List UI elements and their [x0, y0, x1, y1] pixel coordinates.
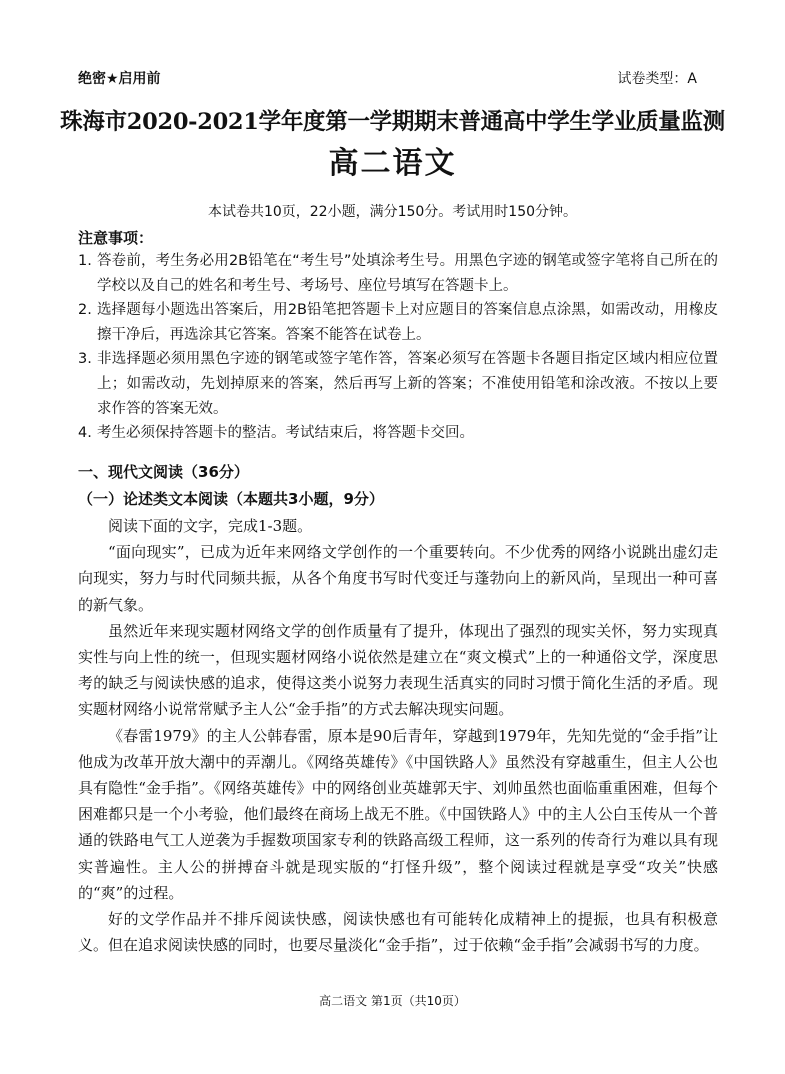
notice-title: 注意事项：: [78, 229, 154, 247]
exam-info: 本试卷共10页，22小题，满分150分。考试用时150分钟。: [207, 204, 578, 220]
notice-item-text: 非选择题必须用黑色字迹的钢笔或签字笔作答，答案必须写在答题卡各题目指定区域内相应位置上；如需改动，先划掉原来的答案，然后再写上新的答案；不准使用铅笔和涂改液。不按以上要求作答的答案无效。: [97, 351, 718, 417]
notice-item: [78, 249, 718, 298]
notice-item: [78, 421, 718, 446]
notice-item-text: 考生必须保持答题卡的整洁。考试结束后，将答题卡交回。: [97, 425, 474, 442]
subsection-heading: （一）论述类文本阅读（本题共3小题，9分）: [78, 490, 384, 508]
notice-item: [78, 347, 718, 421]
notice-item-number: 1.: [78, 253, 92, 269]
notice-item-text: 选择题每小题选出答案后，用2B铅笔把答题卡上对应题目的答案信息点涂黑，如需改动，用橡皮擦干净后，再选涂其它答案。答案不能答在试卷上。: [97, 302, 718, 343]
subject-title: 高二语文: [328, 146, 457, 181]
notice-list: [78, 249, 718, 446]
paper-type: 试卷类型：A: [617, 71, 697, 87]
reading-passage: [78, 513, 718, 958]
secret-label: 绝密★启用前: [78, 71, 161, 87]
section-heading: 一、现代文阅读（36分）: [78, 463, 249, 481]
notice-item: [78, 298, 718, 347]
passage-instruction: 阅读下面的文字，完成1-3题。: [108, 517, 313, 535]
notice-item-text: 答卷前，考生务必用2B铅笔在“考生号”处填涂考生号。用黑色字迹的钢笔或签字笔将自己所在的学校以及自己的姓名和考生号、考场号、座位号填写在答题卡上。: [97, 253, 718, 294]
exam-title: 珠海市2020-2021学年度第一学期期末普通高中学生学业质量监测: [60, 109, 725, 135]
passage-paragraph: 虽然近年来现实题材网络文学的创作质量有了提升，体现出了强烈的现实关怀，努力实现真实性与向上性的统一，但现实题材网络小说依然是建立在“爽文模式”上的一种通俗文学，深度思考的缺乏与阅读快感的追求，使得这类小说努力表现生活真实的同时习惯于简化生活的矛盾。现实题材网络小说常常赋予主人公“金手指”的方式去解决现实问题。: [78, 621, 718, 719]
passage-paragraph: 《春雷1979》的主人公韩春雷，原本是90后青年，穿越到1979年，先知先觉的“金手指”让他成为改革开放大潮中的弄潮儿。《网络英雄传》《中国铁路人》虽然没有穿越重生，但主人公也具有隐性“金手指”。《网络英雄传》中的网络创业英雄郭天宇、刘帅虽然也面临重重困难，但每个困难都只是一个小考验，他们最终在商场上战无不胜。《中国铁路人》中的主人公白玉传从一个普通的铁路电气工人逆袭为手握数项国家专利的铁路高级工程师，这一系列的传奇行为难以具有现实普遍性。主人公的拼搏奋斗就是现实版的“打怪升级”，整个阅读过程就是享受“攻关”快感的“爽”的过程。: [78, 726, 718, 902]
page-footer: 高二语文 第1页（共10页）: [319, 994, 466, 1008]
notice-item-number: 4.: [78, 425, 92, 442]
notice-item-number: 3.: [78, 351, 92, 368]
passage-paragraph: 好的文学作品并不排斥阅读快感，阅读快感也有可能转化成精神上的提振，也具有积极意义。但在追求阅读快感的同时，也要尽量淡化“金手指”，过于依赖“金手指”会减弱书写的力度。: [78, 910, 718, 955]
passage-paragraph: “面向现实”，已成为近年来网络文学创作的一个重要转向。不少优秀的网络小说跳出虚幻走向现实，努力与时代同频共振，从各个角度书写时代变迁与蓬勃向上的新风尚，呈现出一种可喜的新气象。: [78, 543, 718, 614]
notice-item-number: 2.: [78, 302, 92, 319]
